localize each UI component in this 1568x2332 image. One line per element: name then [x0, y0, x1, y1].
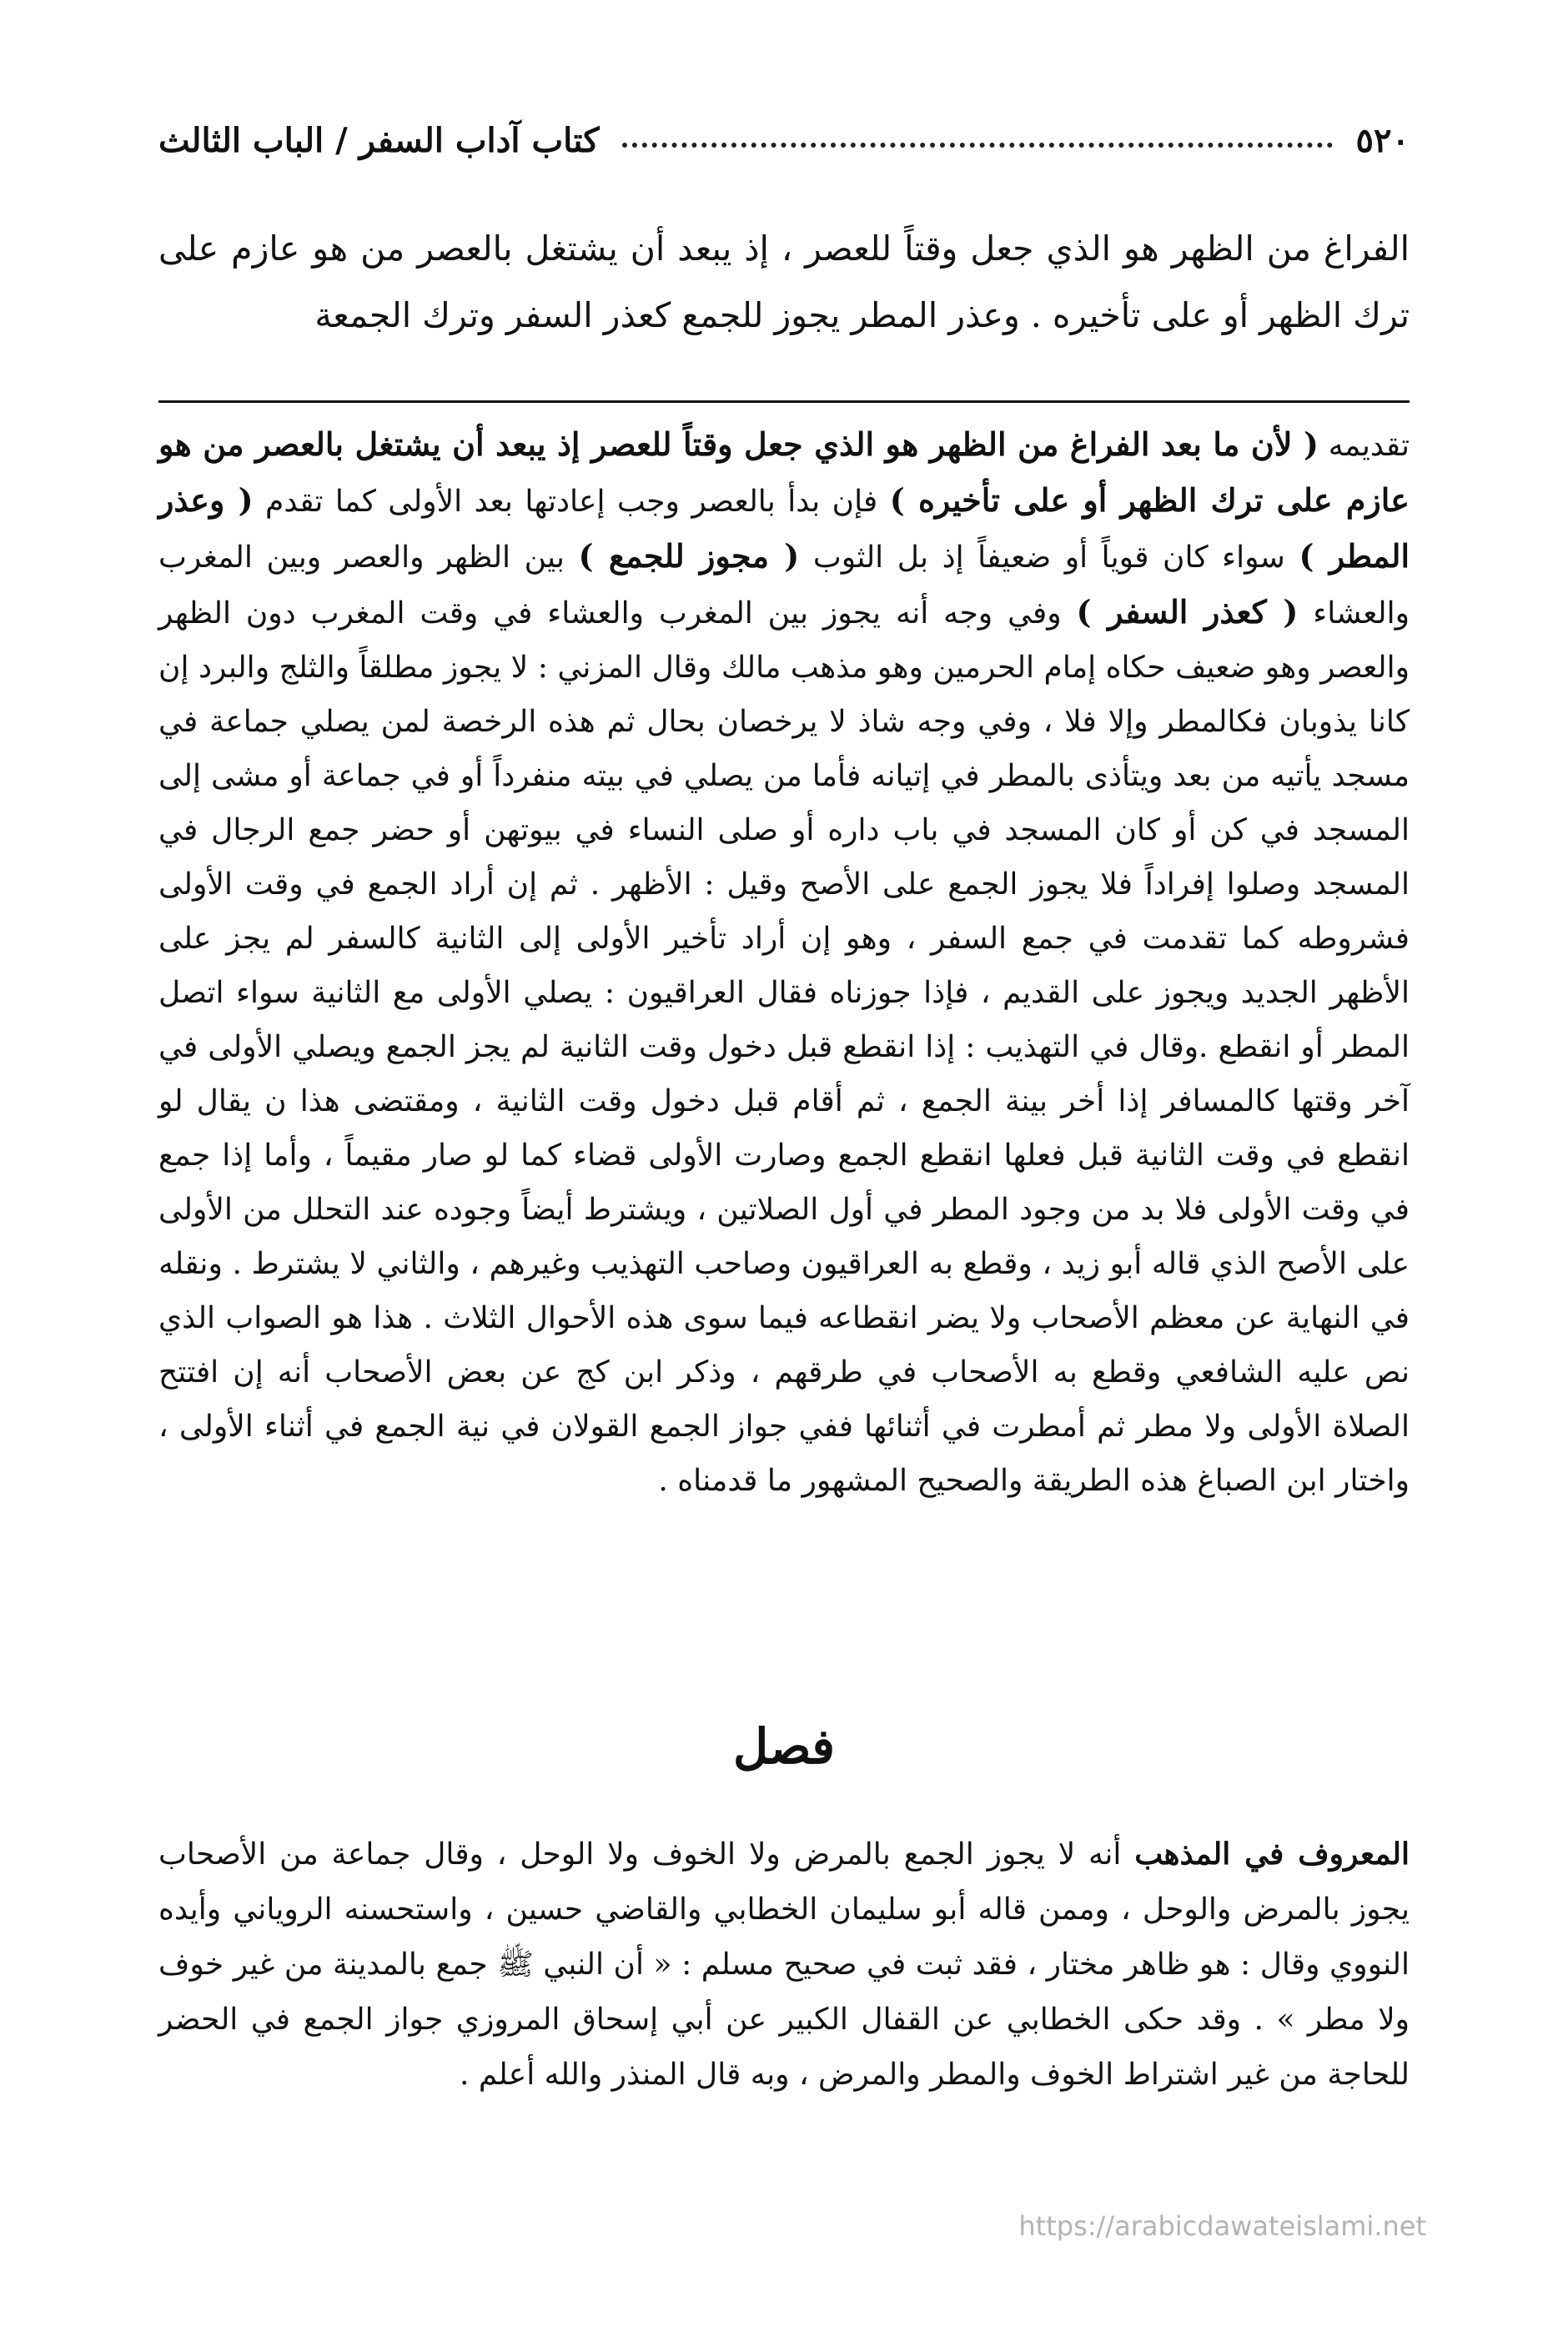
section-heading: فصل [733, 1718, 835, 1775]
commentary-segment: فإن بدأ بالعصر وجب إعادتها بعد الأولى كما تقدم [265, 485, 878, 519]
section-text: أنه لا يجوز الجمع بالمرض ولا الخوف ولا الوحل ، وقال جماعة من الأصحاب يجوز بالمرض والوحل ، وممن قاله أبو سليمان الخطابي والقاضي حسين ، واستحسنه الروياني وأيده النووي وقال : هو ظاهر مختار ، فقد ثبت في صحيح مسلم : « أن النبي ﷺ جمع بالمدينة من غير خوف ولا مطر » . وقد حكى الخطابي عن القفال الكبير عن أبي إسحاق المروزي جواز الجمع في الحضر للحاجة من غير اشتراط الخوف والمطر والمرض ، وبه قال المنذر والله أعلم . [158, 1837, 1410, 2092]
separator-rule [158, 400, 1410, 403]
watermark-url: https://arabicdawateislami.net [1018, 2210, 1426, 2242]
commentary-quote: ( مجوز للجمع ) [578, 537, 800, 575]
commentary-segment: وفي وجه أنه يجوز بين المغرب والعشاء في وقت المغرب دون الظهر والعصر وهو ضعيف حكاه إمام الحرمين وهو مذهب مالك وقال المزني : لا يجوز مطلقاً والثلج والبرد إن كانا يذوبان فكالمطر وإلا فلا ، وفي وجه شاذ لا يرخصان بحال ثم هذه الرخصة لمن يصلي جماعة في مسجد يأتيه من بعد ويتأذى بالمطر في إتيانه فأما من يصلي في بيته منفرداً أو في جماعة أو مشى إلى المسجد في كن أو كان المسجد في باب داره أو صلى النساء في بيوتهن أو حضر جمع الرجال في المسجد وصلوا إفراداً فلا يجوز الجمع على الأصح وقيل : الأظهر . ثم إن أراد الجمع في وقت الأولى فشروطه كما تقدمت في جمع السفر ، وهو إن أراد تأخير الأولى إلى الثانية كالسفر لم يجز على الأظهر الجديد ويجوز على القديم ، فإذا جوزناه فقال العراقيون : يصلي الأولى مع الثانية سواء اتصل المطر أو انقطع .وقال في التهذيب : إذا انقطع قبل دخول وقت الثانية لم يجز الجمع ويصلي الأولى في آخر وقتها كالمسافر إذا أخر بينة الجمع ، ثم أقام قبل دخول وقت الثانية ، ومقتضى هذا ن يقال لو انقطع في وقت الثانية قبل فعلها انقطع الجمع وصارت الأولى قضاء كما لو صار مقيماً ، وأما إذا جمع في وقت الأولى فلا بد من وجود المطر في أول الصلاتين ، ويشترط أيضاً وجوده عند التحلل من الأولى على الأصح الذي قاله أبو زيد ، وقطع به العراقيون وصاحب التهذيب وغيرهم ، والثاني لا يشترط . ونقله في النهاية عن معظم الأصحاب ولا يضر انقطاعه فيما سوى هذه الأحوال الثلاث . هذا هو الصواب الذي نص عليه الشافعي وقطع به الأصحاب في طرقهم ، وذكر ابن كج عن بعض الأصحاب أنه إن افتتح الصلاة الأولى ولا مطر ثم أمطرت في أثنائها ففي جواز الجمع القولان في نية الجمع في أثناء الأولى ، واختار ابن الصباغ هذه الطريقة والصحيح المشهور ما قدمناه . [158, 596, 1410, 1498]
commentary-quote: ( وعذر المطر ) [158, 481, 1410, 575]
page-header [158, 115, 1410, 165]
section-lead: المعروف في المذهب [1134, 1837, 1410, 1872]
commentary-text [158, 417, 1410, 1508]
commentary-segment: بين الظهر والعصر وبين المغرب والعشاء [158, 540, 1410, 631]
section-body [158, 1827, 1410, 2103]
commentary-segment: سواء كان قوياً أو ضعيفاً إذ بل الثوب [812, 540, 1285, 575]
main-text: الفراغ من الظهر هو الذي جعل وقتاً للعصر ، إذ يبعد أن يشتغل بالعصر من هو عازم على ترك الظهر أو على تأخيره . وعذر المطر يجوز للجمع كعذر السفر وترك الجمعة [158, 229, 1410, 335]
commentary-segment: تقديمه [1328, 429, 1410, 463]
commentary-quote: ( كعذر السفر ) [1076, 593, 1299, 631]
header-dotted-leader [622, 143, 1332, 148]
running-title: كتاب آداب السفر / الباب الثالث [158, 120, 600, 160]
commentary-quote: ( لأن ما بعد الفراغ من الظهر هو الذي جعل وقتاً للعصر إذ يبعد أن يشتغل بالعصر من هو عازم على ترك الظهر أو على تأخيره ) [158, 425, 1410, 519]
page-number: ٥٢٠ [1355, 120, 1410, 160]
